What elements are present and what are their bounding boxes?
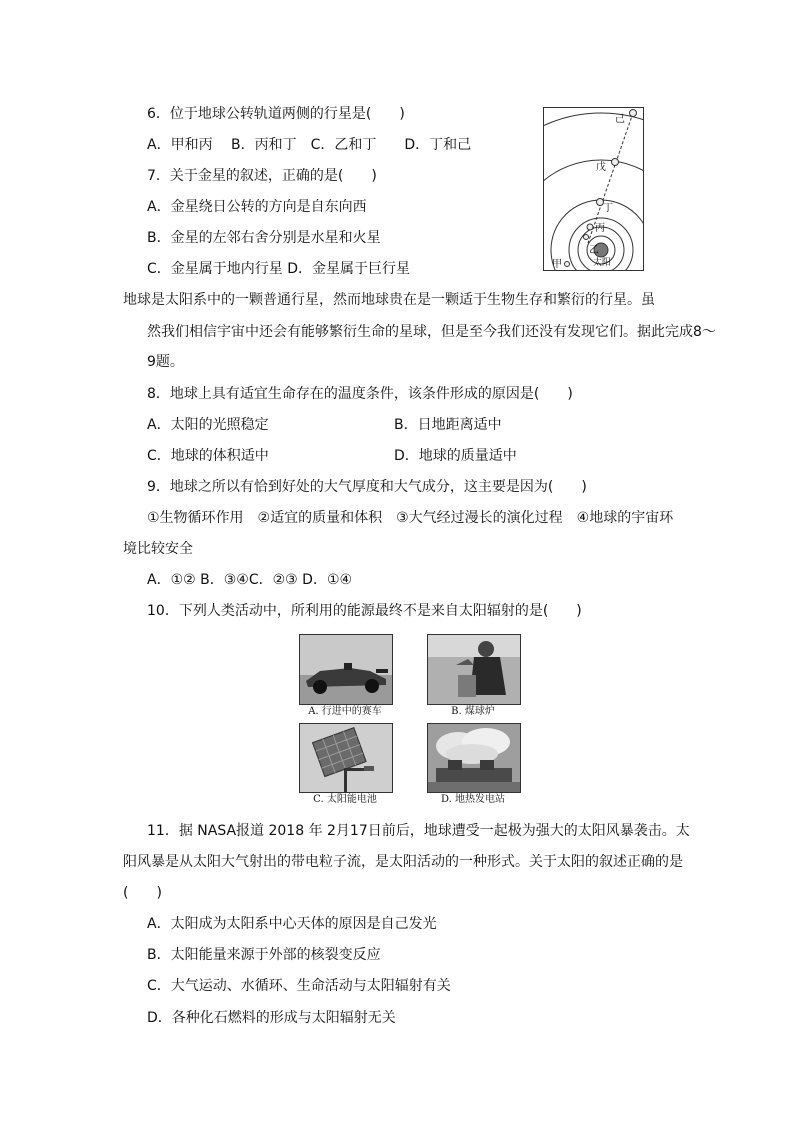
q9-stem: 9．地球之所以有恰到好处的大气厚度和大气成分，这主要是因为( ) — [147, 479, 587, 495]
caption-b: B. 煤球炉 — [451, 706, 495, 717]
q8-option-c: C．地球的体积适中 — [147, 448, 269, 464]
planet-bing — [587, 224, 593, 230]
q6-options: A．甲和丙 B．丙和丁 C．乙和丁 D．丁和己 — [147, 137, 472, 153]
planet-jia — [565, 262, 570, 267]
label-yi: 乙 — [589, 245, 599, 256]
q11-option-a: A．太阳成为太阳系中心天体的原因是自己发光 — [147, 916, 437, 932]
q11-option-c: C．大气运动、水循环、生命活动与太阳辐射有关 — [147, 978, 451, 994]
q7-option-a: A．金星绕日公转的方向是自东向西 — [147, 199, 367, 215]
caption-d: D. 地热发电站 — [440, 794, 506, 805]
solar-system-diagram — [543, 107, 644, 271]
race-car-image — [299, 634, 393, 705]
geothermal-station-image — [427, 723, 521, 793]
label-ji: 己 — [615, 114, 625, 125]
q9-choices-line-2: 境比较安全 — [123, 541, 193, 557]
label-bing: 丙 — [595, 223, 605, 234]
orbit-diagram-svg — [543, 107, 644, 271]
label-jia: 甲 — [552, 259, 562, 270]
q11-stem-line-1: 11．据 NASA报道 2018 年 2月17日前后，地球遭受一起极为强大的太阳风暴袭击。太 — [147, 823, 690, 839]
label-sun: 太阳 — [593, 258, 612, 268]
q9-choices-line-1: ①生物循环作用 ②适宜的质量和体积 ③大气经过漫长的演化过程 ④地球的宇宙环 — [147, 510, 674, 526]
q8-option-a: A．太阳的光照稳定 — [147, 417, 269, 433]
planet-wu — [612, 159, 619, 166]
q7-option-b: B．金星的左邻右舍分别是水星和火星 — [147, 230, 381, 246]
q7-stem: 7．关于金星的叙述，正确的是( ) — [147, 168, 377, 184]
label-wu: 戊 — [596, 162, 606, 173]
planet-yi — [584, 235, 589, 240]
q6-stem: 6．位于地球公转轨道两侧的行星是( ) — [147, 106, 405, 122]
q8-option-b: B．日地距离适中 — [394, 417, 502, 433]
q8-option-d: D．地球的质量适中 — [394, 448, 517, 464]
coal-stove-image — [427, 634, 521, 705]
label-ding: 丁 — [603, 203, 613, 214]
passage-line-3: 9题。 — [147, 354, 184, 370]
passage-line-2: 然我们相信宇宙中还会有能够繁衍生命的星球，但是至今我们还没有发现它们。据此完成8～ — [147, 324, 716, 340]
caption-a: A. 行进中的赛车 — [308, 706, 382, 717]
planet-ji — [630, 110, 637, 117]
q8-stem: 8．地球上具有适宜生命存在的温度条件，该条件形成的原因是( ) — [147, 386, 573, 402]
q11-stem-line-3: ( ) — [123, 885, 162, 901]
passage-line-1: 地球是太阳系中的一颗普通行星，然而地球贵在是一颗适于生物生存和繁衍的行星。虽 — [123, 292, 655, 308]
q10-stem: 10．下列人类活动中，所利用的能源最终不是来自太阳辐射的是( ) — [147, 603, 582, 619]
q11-option-d: D．各种化石燃料的形成与太阳辐射无关 — [147, 1010, 396, 1026]
solar-panel-image — [299, 723, 393, 793]
q11-stem-line-2: 阳风暴是从太阳大气射出的带电粒子流，是太阳活动的一种形式。关于太阳的叙述正确的是 — [123, 854, 683, 870]
q9-options: A．①② B．③④C．②③ D．①④ — [147, 572, 353, 588]
q7-option-cd: C．金星属于地内行星 D．金星属于巨行星 — [147, 261, 411, 277]
caption-c: C. 太阳能电池 — [313, 794, 377, 805]
q11-option-b: B．太阳能量来源于外部的核裂变反应 — [147, 947, 381, 963]
